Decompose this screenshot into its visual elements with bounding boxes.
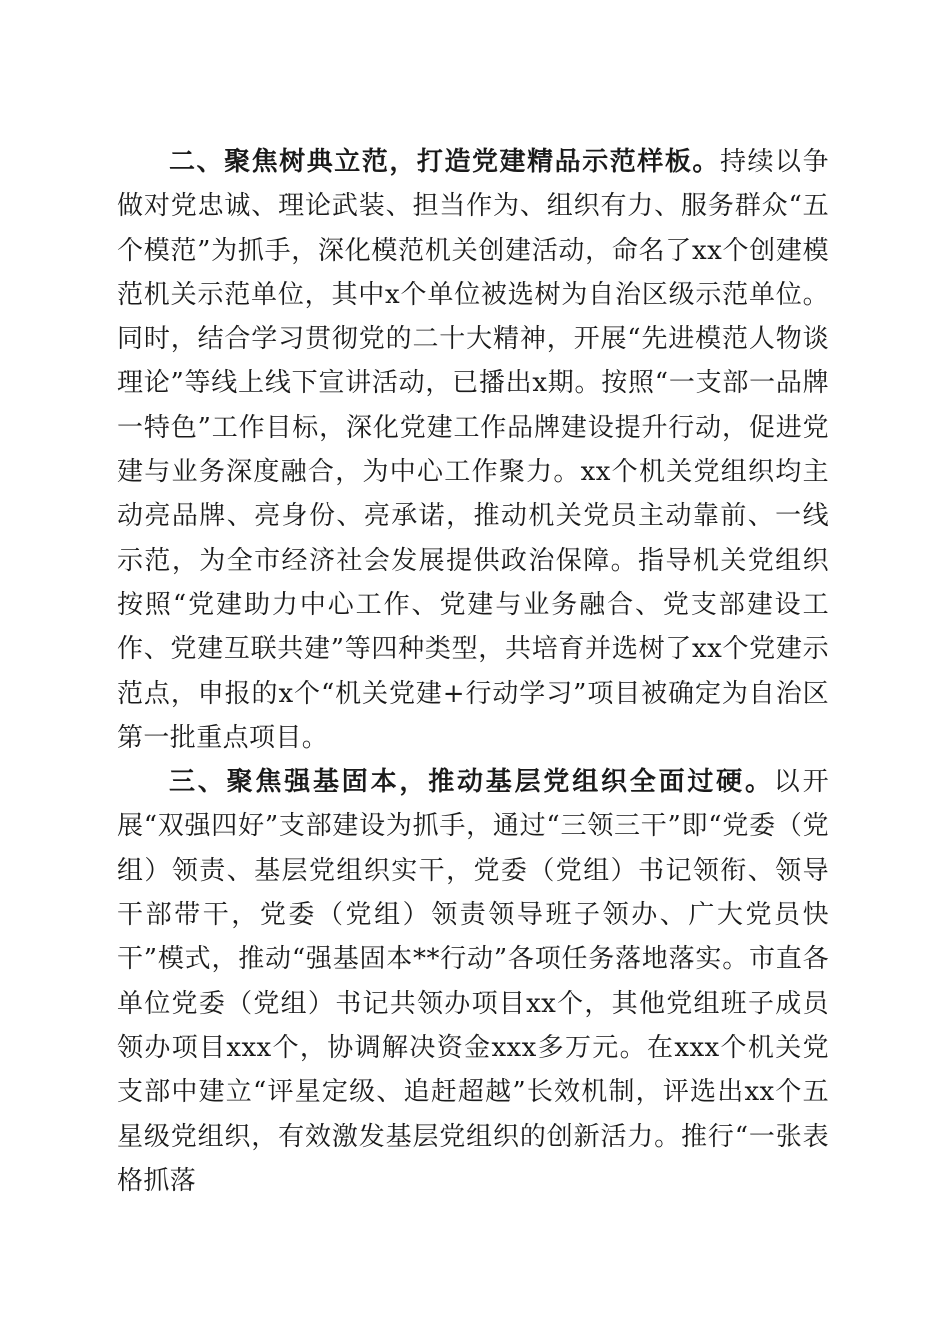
paragraph-section-3 xyxy=(117,760,829,1203)
document-body xyxy=(117,140,829,1203)
section-heading-2: 二、聚焦树典立范，打造党建精品示范样板。 xyxy=(169,147,720,177)
section-body-3: 以开展“双强四好”支部建设为抓手，通过“三领三干”即“党委（党组）领责、基层党组织实干，党委（党组）书记领衔、领导干部带干，党委（党组）领责领导班子领办、广大党员快干”模式，推动“强基固本**行动”各项任务落地落实。市直各单位党委（党组）书记共领办项目xx个，其他党组班子成员领办项目xxx个，协调解决资金xxx多万元。在xxx个机关党支部中建立“评星定级、追赶超越”长效机制，评选出xx个五星级党组织，有效激发基层党组织的创新活力。推行“一张表格抓落 xyxy=(117,767,829,1196)
section-heading-3: 三、聚焦强基固本，推动基层党组织全面过硬。 xyxy=(169,767,774,798)
section-body-2: 持续以争做对党忠诚、理论武装、担当作为、组织有力、服务群众“五个模范”为抓手，深化模范机关创建活动，命名了xx个创建模范机关示范单位，其中x个单位被选树为自治区级示范单位。同时，结合学习贯彻党的二十大精神，开展“先进模范人物谈理论”等线上线下宣讲活动，已播出x期。按照“一支部一品牌一特色”工作目标，深化党建工作品牌建设提升行动，促进党建与业务深度融合，为中心工作聚力。xx个机关党组织均主动亮品牌、亮身份、亮承诺，推动机关党员主动靠前、一线示范，为全市经济社会发展提供政治保障。指导机关党组织按照“党建助力中心工作、党建与业务融合、党支部建设工作、党建互联共建”等四种类型，共培育并选树了xx个党建示范点，申报的x个“机关党建+行动学习”项目被确定为自治区第一批重点项目。 xyxy=(117,147,829,753)
paragraph-section-2 xyxy=(117,140,829,760)
